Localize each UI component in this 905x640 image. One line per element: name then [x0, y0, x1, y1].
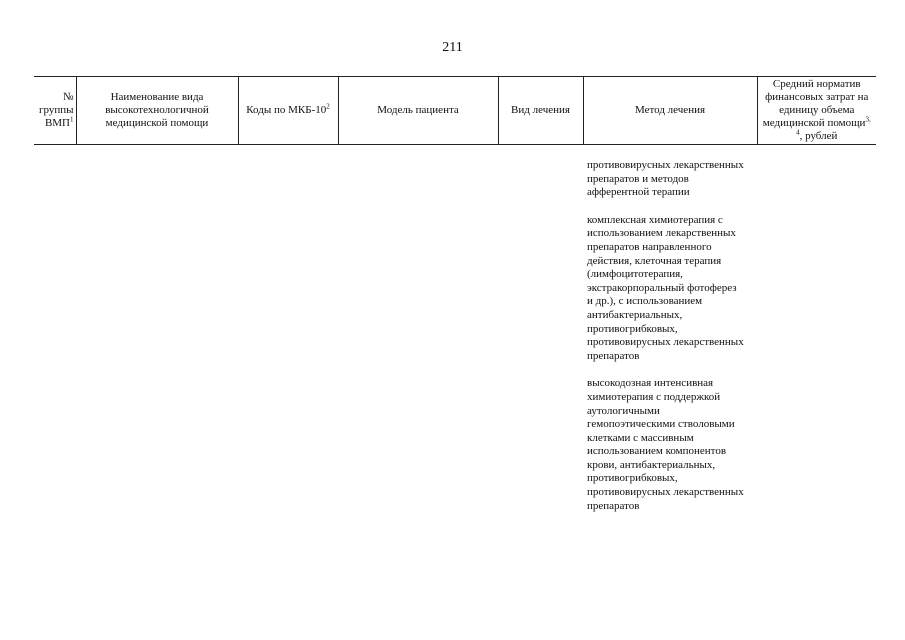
cell-name: [76, 145, 238, 528]
header-name-label: Наименование вида высокотехнологичной медицинской помощи: [105, 91, 209, 129]
method-entry: противовирусных лекарственных препаратов и методов афферентной терапии: [587, 159, 744, 199]
table: [34, 76, 876, 527]
cell-cost: [757, 145, 876, 528]
footnote-2-marker: 2: [326, 102, 330, 111]
header-codes-label: Коды по МКБ-10: [246, 104, 327, 116]
method-entry: высокодозная интенсивная химиотерапия с поддержкой аутологичными гемопоэтическими стволовыми клетками с массивным использованием компонентов крови, антибактериальных, противогрибковых, противовирусных лекарственных препаратов: [587, 377, 744, 512]
cell-treatment-type: [498, 145, 583, 528]
header-cost-label: Средний норматив финансовых затрат на единицу объема медицинской помощи: [762, 78, 869, 129]
header-group-no: [34, 77, 76, 145]
header-method-label: Метод лечения: [634, 104, 706, 116]
header-row: [34, 77, 876, 145]
header-codes: [238, 77, 338, 145]
header-treatment-type-label: Вид лечения: [511, 104, 570, 116]
header-name: [76, 77, 238, 145]
header-treatment-type: [498, 77, 583, 145]
table-row: [34, 145, 876, 528]
header-group-no-label: № группы ВМП: [38, 91, 74, 129]
cell-method: [583, 145, 757, 528]
header-cost: [757, 77, 876, 145]
header-cost-unit: , рублей: [799, 130, 838, 142]
header-method: [583, 77, 757, 145]
header-model-label: Модель пациента: [377, 104, 459, 116]
method-entry: комплексная химиотерапия с использованием лекарственных препаратов направленного действия, клеточная терапия (лимфоцитотерапия, экстракорпоральный фотоферез и др.), с использованием антибактериальных, противогрибковых, противовирусных лекарственных препаратов: [587, 213, 744, 362]
header-model: [338, 77, 498, 145]
footnote-3-4-marker: 3, 4: [796, 115, 871, 137]
footnote-1-marker: 1: [70, 115, 74, 124]
page-number: 211: [442, 40, 463, 55]
vmp-table: [34, 76, 876, 527]
cell-codes: [238, 145, 338, 528]
cell-group-no: [34, 145, 76, 528]
cell-model: [338, 145, 498, 528]
